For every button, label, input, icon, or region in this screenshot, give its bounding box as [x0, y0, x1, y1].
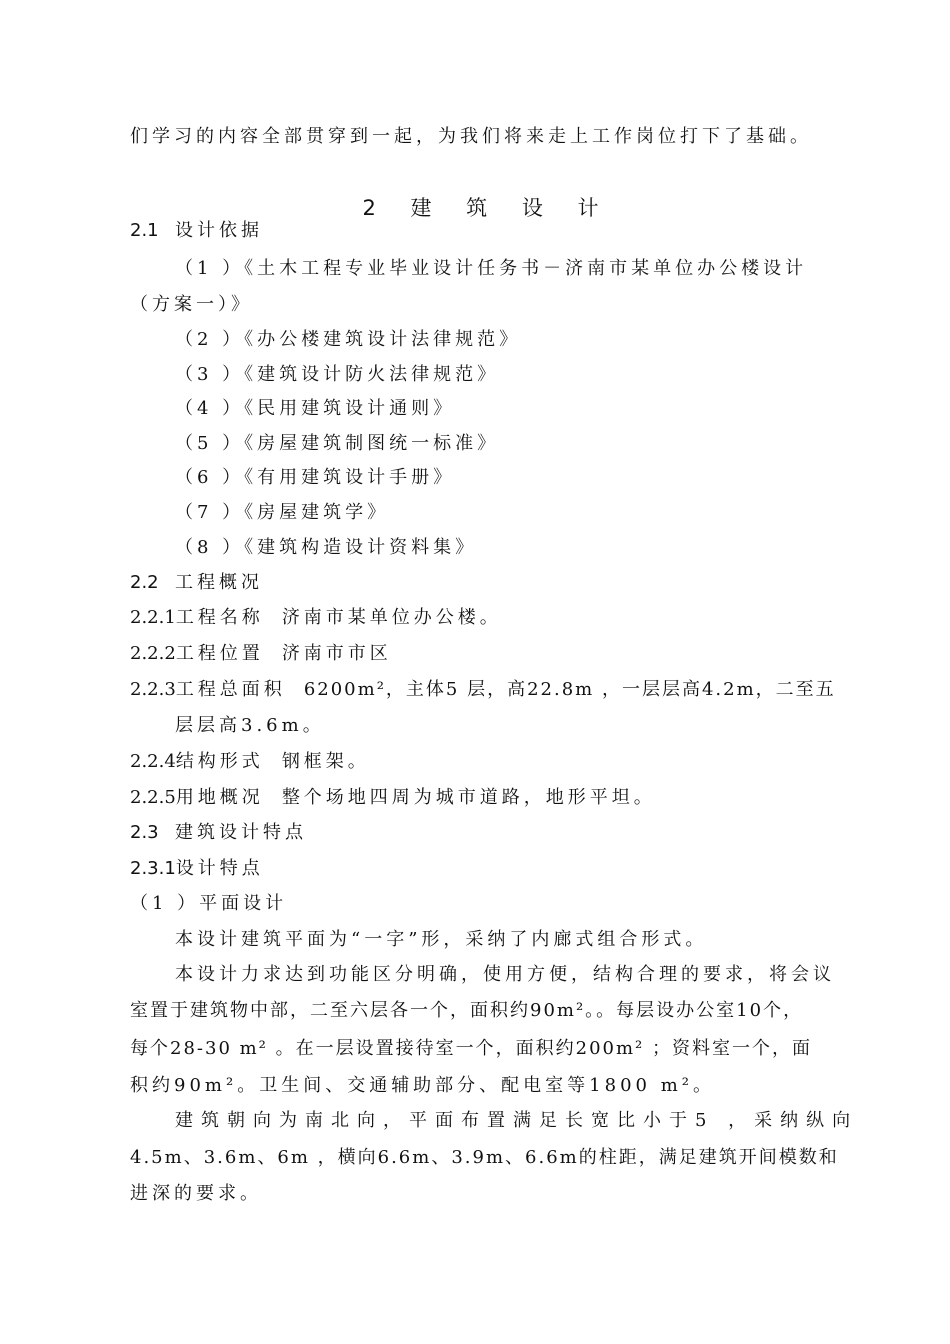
item-label: 工程名称 — [175, 607, 264, 628]
reference-item-continued: （方案一）》 — [130, 294, 253, 315]
item-number: 2.2.5 — [130, 787, 176, 808]
reference-item: （6 ）《有用建筑设计手册》 — [175, 467, 456, 488]
section-title: 工程概况 — [175, 572, 263, 593]
item-number: 2.2.1 — [130, 607, 176, 628]
subsection-heading-2-3-1 — [130, 856, 845, 882]
section-title: 设计依据 — [175, 220, 263, 241]
reference-item: （5 ）《房屋建筑制图统一标准》 — [175, 433, 500, 454]
section-heading-2-1 — [130, 218, 845, 244]
item-label: 工程位置 — [175, 643, 264, 664]
paragraph-line: 每个28-30 m² 。在一层设置接待室一个，面积约200m² ；资料室一个，面 — [130, 1038, 812, 1059]
item-label: 结构形式 — [175, 751, 264, 772]
section-heading-2-3 — [130, 820, 845, 846]
item-number: 2.2.3 — [130, 679, 176, 700]
overview-item — [130, 677, 845, 703]
item-value: 整个场地四周为城市道路，地形平坦。 — [281, 787, 656, 808]
item-number: 2.2.4 — [130, 751, 176, 772]
item-number: 2.2.2 — [130, 643, 176, 664]
subsection-number: 2.3.1 — [130, 858, 176, 879]
reference-item: （7 ）《房屋建筑学》 — [175, 502, 390, 523]
section-title: 建筑设计特点 — [175, 822, 307, 843]
plan-design-heading: （1 ）平面设计 — [130, 893, 288, 914]
reference-item: （2 ）《办公楼建筑设计法律规范》 — [175, 329, 522, 350]
paragraph-line: 本设计建筑平面为“一字”形，采纳了内廊式组合形式。 — [175, 929, 708, 950]
reference-item: （1 ）《土木工程专业毕业设计任务书－济南市某单位办公楼设计 — [175, 258, 808, 279]
section-heading-2-2 — [130, 570, 845, 596]
reference-item: （8 ）《建筑构造设计资料集》 — [175, 537, 478, 558]
overview-item — [130, 749, 845, 775]
chapter-title: 2 建 筑 设 计 — [362, 196, 613, 220]
section-number: 2.1 — [130, 220, 159, 241]
paragraph-line: 本设计力求达到功能区分明确，使用方便，结构合理的要求，将会议 — [175, 964, 835, 985]
item-value: 济南市市区 — [281, 643, 392, 664]
overview-item — [130, 605, 845, 631]
section-number: 2.2 — [130, 572, 159, 593]
item-value: 6200m²，主体5 层，高22.8m ，一层层高4.2m，二至五 — [303, 679, 836, 700]
paragraph-line: 室置于建筑物中部，二至六层各一个，面积约90m²。。每层设办公室10个， — [130, 1000, 804, 1021]
subsection-title: 设计特点 — [175, 858, 264, 879]
intro-line: 们学习的内容全部贯穿到一起，为我们将来走上工作岗位打下了基础。 — [130, 126, 812, 147]
paragraph-line: 积约90m²。卫生间、交通辅助部分、配电室等1800 m²。 — [130, 1075, 716, 1096]
overview-item-continued: 层层高3.6m。 — [175, 715, 325, 736]
overview-item — [130, 785, 845, 811]
section-number: 2.3 — [130, 822, 159, 843]
item-label: 用地概况 — [175, 787, 264, 808]
overview-item — [130, 641, 845, 667]
paragraph-line: 4.5m、3.6m、6m ，横向6.6m、3.9m、6.6m的柱距，满足建筑开间模数和 — [130, 1147, 839, 1168]
reference-item: （4 ）《民用建筑设计通则》 — [175, 398, 456, 419]
reference-item: （3 ）《建筑设计防火法律规范》 — [175, 364, 500, 385]
paragraph-line: 建筑朝向为南北向，平面布置满足长宽比小于5 ，采纳纵向 — [175, 1110, 859, 1131]
paragraph-line: 进深的要求。 — [130, 1183, 262, 1204]
item-label: 工程总面积 — [175, 679, 286, 700]
item-value: 济南市某单位办公楼。 — [281, 607, 502, 628]
item-value: 钢框架。 — [281, 751, 370, 772]
